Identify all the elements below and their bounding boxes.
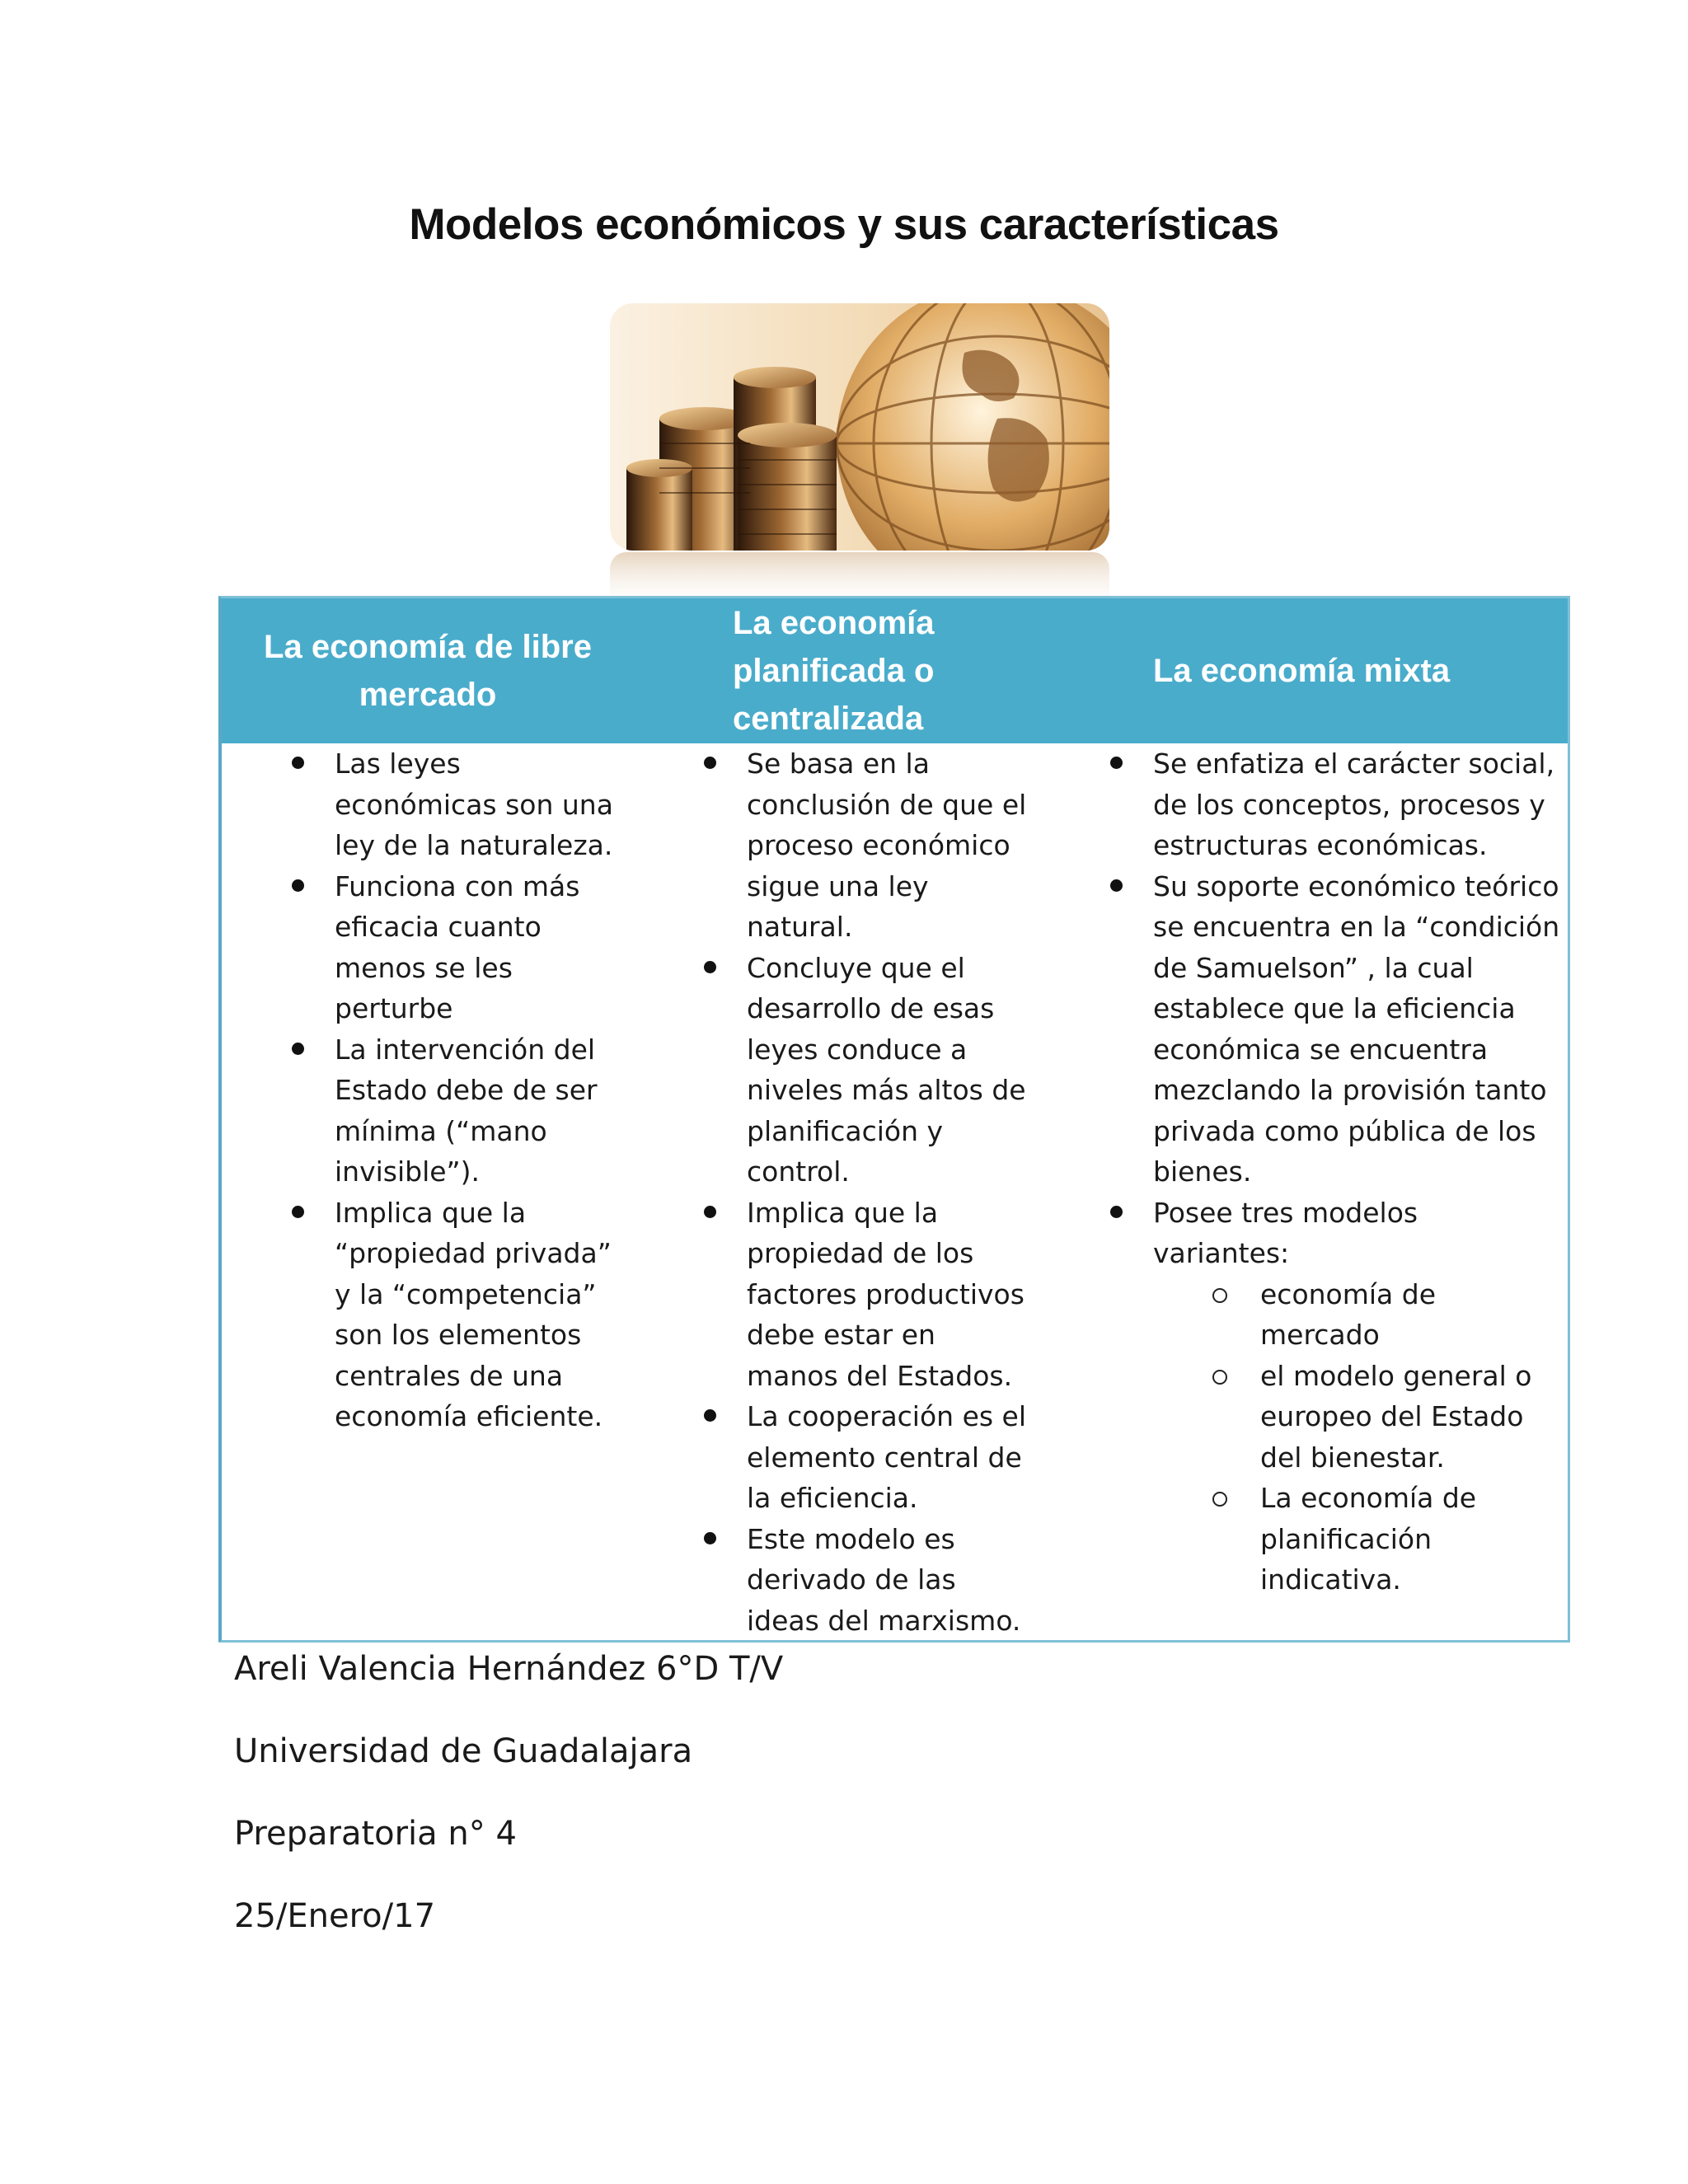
circle-bullet-icon: [1212, 1288, 1227, 1303]
header-line: La economía mixta: [1153, 653, 1451, 689]
school-line: Preparatoria n° 4: [234, 1815, 517, 1853]
bullet-icon: [704, 757, 716, 769]
circle-bullet-icon: [1212, 1370, 1227, 1385]
list-item-text: Las leyes económicas son una ley de la naturaleza.: [335, 748, 613, 861]
sub-list-item-text: el modelo general o europeo del Estado del bienestar.: [1260, 1359, 1532, 1474]
header-line: La economía de libre: [264, 629, 592, 665]
header-line: La economía: [733, 605, 935, 641]
sub-list-item: [1260, 1478, 1557, 1601]
sub-list-item: [1260, 1274, 1557, 1356]
sub-list-item-text: La economía de planificación indicativa.: [1260, 1482, 1477, 1596]
list-item-text: La intervención del Estado debe de ser mínima (“mano invisible”).: [335, 1033, 598, 1188]
sub-list-item-text: economía de mercado: [1260, 1277, 1437, 1351]
list-item-text: Implica que la propiedad de los factores productivos debe estar en manos del Estados.: [747, 1196, 1025, 1392]
list-item: [747, 743, 1027, 948]
list-item: [335, 1193, 623, 1437]
bullet-icon: [1110, 757, 1123, 769]
page-title: Modelos económicos y sus características: [409, 200, 1279, 249]
sub-list: [1153, 1274, 1557, 1601]
bullet-icon: [1110, 879, 1123, 892]
list-item-text: Su soporte económico teórico se encuentra en la “condición de Samuelson” , la cual establece que la eficiencia económica se encuentra mezclando la provisión tanto privada como pública de los bienes.: [1153, 869, 1560, 1188]
bullet-icon: [704, 1409, 716, 1422]
coins-and-globe-image: [610, 303, 1109, 612]
bullet-icon: [704, 961, 716, 973]
list-item: [335, 743, 623, 866]
header-line: planificada o: [733, 653, 935, 689]
sub-list-item: [1260, 1356, 1557, 1479]
list-item: [335, 1029, 623, 1193]
bullet-icon: [292, 879, 304, 892]
bullet-icon: [704, 1206, 716, 1218]
header-line: mercado: [359, 677, 497, 713]
list-item: [335, 866, 623, 1029]
list-item: [1153, 866, 1561, 1193]
footer-info: [234, 1644, 783, 1974]
list-item: [747, 1519, 1027, 1642]
bullet-icon: [1110, 1206, 1123, 1218]
list-item: [747, 1193, 1027, 1397]
list-item-text: Concluye que el desarrollo de esas leyes conduce a niveles más altos de planificación y control.: [747, 951, 1026, 1188]
column-planificada: [747, 743, 1027, 1641]
list-item: [1153, 743, 1561, 866]
bullet-icon: [292, 1043, 304, 1055]
list-item-text: Se enfatiza el carácter social, de los conceptos, procesos y estructuras económicas.: [1153, 748, 1555, 861]
list-item-text: Este modelo es derivado de las ideas del marxismo.: [747, 1522, 1021, 1637]
list-item-text: Se basa en la conclusión de que el proceso económico sigue una ley natural.: [747, 748, 1027, 943]
bullet-icon: [704, 1532, 716, 1544]
date-line: 25/Enero/17: [234, 1897, 436, 1935]
circle-bullet-icon: [1212, 1492, 1227, 1507]
list-item: [747, 948, 1027, 1193]
economic-models-table: [218, 596, 1570, 1643]
bullet-list: [1153, 743, 1561, 1601]
bullet-list: [335, 743, 623, 1437]
list-item: [747, 1396, 1027, 1519]
list-item-text: Funciona con más eficacia cuanto menos se les perturbe: [335, 869, 580, 1024]
column-libre-mercado: [335, 743, 623, 1437]
bullet-icon: [292, 1206, 304, 1218]
list-item: [1153, 1193, 1561, 1601]
column-mixta: [1153, 743, 1561, 1601]
header-line: centralizada: [733, 701, 924, 737]
author-line: Areli Valencia Hernández 6°D T/V: [234, 1650, 784, 1688]
list-item-text: Posee tres modelos variantes:: [1153, 1196, 1418, 1269]
bullet-icon: [292, 757, 304, 769]
university-line: Universidad de Guadalajara: [234, 1732, 693, 1770]
column-header-libre-mercado: [255, 598, 601, 743]
column-header-planificada: [733, 598, 1029, 743]
list-item-text: Implica que la “propiedad privada” y la “competencia” son los elementos centrales de una economía eficiente.: [335, 1196, 612, 1432]
list-item-text: La cooperación es el elemento central de la eficiencia.: [747, 1400, 1027, 1514]
bullet-list: [747, 743, 1027, 1641]
column-header-mixta: [1153, 598, 1540, 743]
